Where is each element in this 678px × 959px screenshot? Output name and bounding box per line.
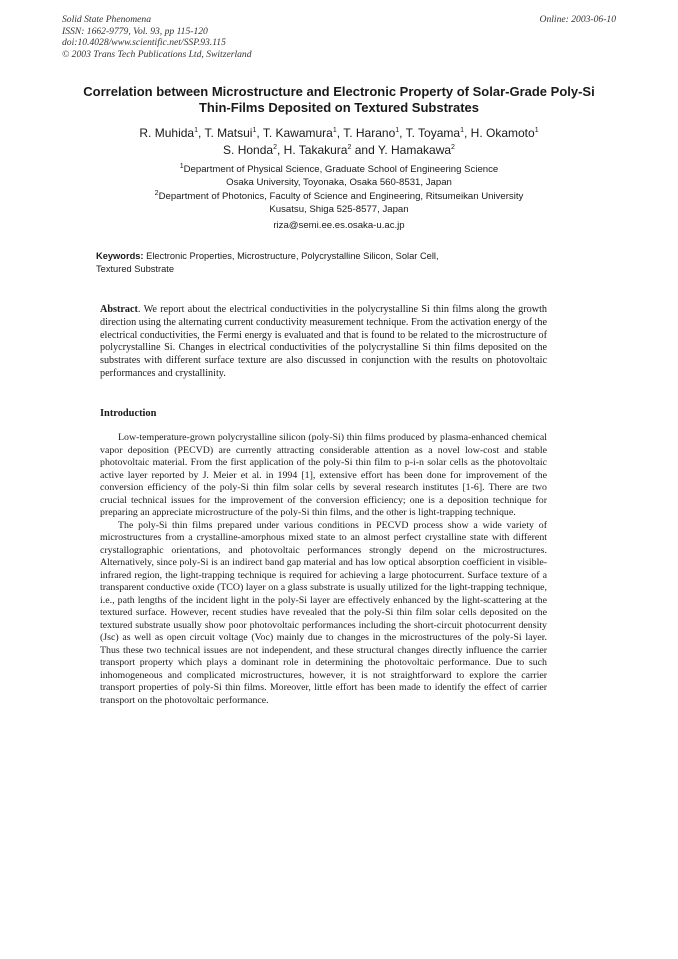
author-affiliation-marker: 1 [395,127,400,134]
author-affiliation-marker: 2 [273,144,277,151]
copyright-line: © 2003 Trans Tech Publications Ltd, Switzerland [62,48,252,60]
author-line-2: S. Honda$^2$, H. Takakura$^2$ and Y. Hamakawa$^2$ [223,143,455,157]
author-name: H. Takakura [283,143,348,157]
author-name: T. Toyama [405,126,461,140]
journal-name: Solid State Phenomena [62,14,151,25]
doi-line: doi:10.4028/www.scientific.net/SSP.93.115 [62,37,226,49]
affiliation-1 [60,164,618,189]
journal-header [62,14,616,60]
author-name: T. Matsui [204,126,253,140]
author-name: T. Kawamura [262,126,333,140]
affiliation-1-line-2: Osaka University, Toyonaka, Osaka 560-8531, Japan [226,176,452,188]
keywords-section [96,250,476,275]
author-conjunction: and [354,143,375,157]
introduction-paragraph-1: Low-temperature-grown polycrystalline silicon (poly-Si) thin films produced by plasma-enhanced chemical vapor deposition (PECVD) are currently attracting considerable attention as a novel low-cost and stable photovoltaic material. From the first application of the poly-Si thin film to p-i-n solar cells as the photovoltaic active layer reported by J. Meier et al. in 1994 [1], extensive effort has been done for improvement of the conversion efficiency of the poly-Si thin film solar cells by several research institutes [1-6]. There are two crucial technical issues for the improvement of the conversion efficiency; one is a deposition technique for preparing an appreciate microstructure of the poly-Si thin films, and the other is light-trapping technique. [100,432,547,518]
author-affiliation-marker: 1 [534,127,539,134]
author-name: R. Muhida [139,126,195,140]
author-affiliation-marker: 2 [347,144,352,151]
keywords-label: Keywords: [96,251,144,261]
author-line-1: R. Muhida$^1$, T. Matsui$^1$, T. Kawamura$^1$, T. Harano$^1$, T. Toyama$^1$, H. Okamoto$^1$ [139,126,539,140]
introduction-paragraph-2: The poly-Si thin films prepared under various conditions in PECVD process show a wide variety of microstructures from a crystalline-amorphous mixed state to an almost perfect crystalline state with different crystallographic orientations, and photovoltaic performances strongly depend on the microstructures. Alternatively, since poly-Si is an indirect band gap material and has low optical absorption coefficient in visible-infrared region, the light-trapping technique is required for achieving a large photocurrent. Surface texture of a transparent conductive oxide (TCO) layer on a glass substrate is usually utilized for the light-trapping technique, i.e., path lengths of the incident light in the poly-Si layer are effectively enhanced by the light-scattering at the textured surface. However, recent studies have revealed that the poly-Si thin film solar cells deposited on the textured substrate usually show poor photovoltaic performances including the short-circuit photocurrent density (Jsc) as well as open circuit voltage (Voc) mainly due to changes in the microstructures of the poly-Si layer. Thus these two technical issues are not independent, and these structural changes directly influence the carrier transport property which plays a dominant role in determining the photovoltaic performance. Due to such inhomogeneous and complicated microstructures, however, it is not straightforward to explore the carrier transport properties of poly-Si thin films. Moreover, little effort has been made to identify the effect of carrier transport on the photovoltaic performance. [100,519,547,706]
author-affiliation-marker: 1 [194,127,198,134]
author-name: S. Honda [223,143,274,157]
introduction-heading: Introduction [100,408,157,419]
affiliation-1-line-1: Department of Physical Science, Graduate School of Engineering Science [183,164,499,175]
abstract-label: Abstract [100,304,138,315]
online-date: Online: 2003-06-10 [539,14,616,25]
author-affiliation-marker: 1 [332,127,337,134]
author-name: Y. Hamakawa [377,143,452,157]
affiliation-2-line-1: Department of Photonics, Faculty of Science and Engineering, Ritsumeikan University [158,191,524,202]
affiliation-2 [60,191,618,216]
author-name: H. Okamoto [470,126,535,140]
contact-email[interactable]: riza@semi.ee.es.osaka-u.ac.jp [273,220,405,231]
abstract-text: . We report about the electrical conductivities in the polycrystalline Si thin films along the growth direction using the alternating current conductivity measurement technique. From the activation energy of the electrical conductivities, the Fermi energy is evaluated and that is found to be related to the microstructure of polycrystalline Si. Changes in electrical conductivities of the polycrystalline Si thin films deposited on the substrates with different surface texture are also discussed in conjunction with the results on photovoltaic performances and crystallinity. [100,304,547,379]
paper-title: Correlation between Microstructure and Electronic Property of Solar-Grade Poly-Si Thin-Films Deposited on Textured Substrates [83,84,595,115]
affiliation-1-marker: 1 [179,162,184,170]
introduction-body [100,432,547,707]
keywords-text: Electronic Properties, Microstructure, Polycrystalline Silicon, Solar Cell, Textured Substrate [96,251,439,274]
author-affiliation-marker: 1 [460,127,464,134]
affiliation-2-line-2: Kusatsu, Shiga 525-8577, Japan [269,203,409,215]
author-affiliation-marker: 1 [252,127,257,134]
abstract-section [100,304,547,381]
issn-line: ISSN: 1662-9779, Vol. 93, pp 115-120 [62,25,208,37]
author-name: T. Harano [343,126,396,140]
author-list [60,125,618,159]
author-affiliation-marker: 2 [451,144,455,151]
affiliation-2-marker: 2 [154,189,159,197]
